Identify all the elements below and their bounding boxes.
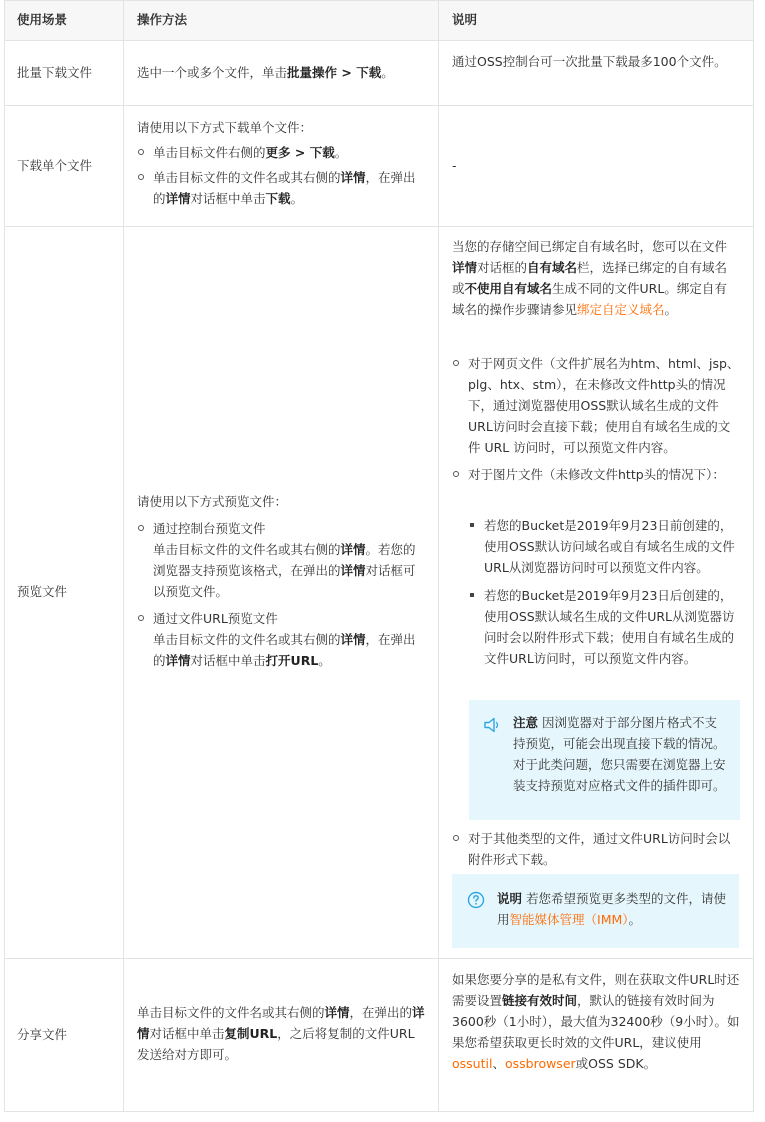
table-header-background (4, 0, 754, 40)
row3-scenario: 预览文件 (17, 584, 68, 599)
row1-method: 选中一个或多个文件，单击批量操作 > 下载。 (137, 65, 394, 80)
header-scenario: 使用场景 (17, 12, 68, 27)
list-item (137, 518, 427, 602)
list-item-body: 单击目标文件的文件名或其右侧的详情。若您的浏览器支持预览该格式，在弹出的详情对话框可以预览文件。 (153, 542, 416, 599)
list-item-title: 通过控制台预览文件 (153, 521, 266, 536)
explain-text: 说明 若您希望预览更多类型的文件，请使用智能媒体管理（IMM）。 (497, 891, 727, 927)
list-item: 对于网页文件（文件扩展名为htm、html、jsp、plg、htx、stm），在未修改文件http头的情况下，通过浏览器使用OSS默认域名生成的文件URL访问时会直接下载；使用自有域名生成的文件 URL 访问时，可以预览文件内容。 (452, 353, 742, 458)
imm-link[interactable]: 智能媒体管理（IMM） (509, 912, 629, 927)
row3-sub-bullets (468, 515, 740, 669)
row3-note-intro: 当您的存储空间已绑定自有域名时，您可以在文件详情对话框的自有域名栏，选择已绑定的自有域名或不使用自有域名生成不同的文件URL。绑定自有域名的操作步骤请参见绑定自定义域名。 (452, 239, 728, 317)
row-divider-1 (4, 105, 754, 106)
header-method: 操作方法 (137, 12, 188, 27)
row2-note: - (452, 158, 457, 173)
list-item: 对于图片文件（未修改文件http头的情况下）： (452, 464, 742, 485)
list-item (137, 608, 427, 671)
row3-note-bullets (452, 353, 742, 485)
list-item-body: 单击目标文件的文件名或其右侧的详情，在弹出的详情对话框中单击打开URL。 (153, 632, 416, 668)
table-border-right (753, 0, 754, 1112)
row2-method (137, 117, 427, 209)
list-item: 若您的Bucket是2019年9月23日后创建的，使用OSS默认域名生成的文件URL从浏览器访问时会以附件形式下载；使用自有域名生成的文件URL访问时，可以预览文件内容。 (468, 585, 740, 669)
list-item: 单击目标文件右侧的更多 > 下载。 (137, 142, 427, 163)
attention-text: 注意 因浏览器对于部分图片格式不支持预览，可能会出现直接下载的情况。对于此类问题，您只需要在浏览器上安装支持预览对应格式文件的插件即可。 (513, 715, 726, 793)
table-border-bottom (4, 1111, 754, 1112)
list-item: 若您的Bucket是2019年9月23日前创建的，使用OSS默认访问域名或自有域名生成的文件URL从浏览器访问时可以预览文件内容。 (468, 515, 740, 578)
ossbrowser-link[interactable]: ossbrowser (504, 1056, 576, 1071)
row3-note-bullet3 (452, 828, 742, 870)
row1-scenario: 批量下载文件 (17, 65, 93, 80)
column-divider-2 (438, 0, 439, 1112)
table-border-top (4, 0, 754, 1)
row2-method-intro: 请使用以下方式下载单个文件： (137, 120, 313, 135)
row-divider-2 (4, 226, 754, 227)
row3-method-intro: 请使用以下方式预览文件： (137, 494, 288, 509)
list-item: 对于其他类型的文件，通过文件URL访问时会以附件形式下载。 (452, 828, 742, 870)
ossutil-link[interactable]: ossutil (452, 1056, 493, 1071)
column-divider-1 (123, 0, 124, 1112)
list-item: 单击目标文件的文件名或其右侧的详情，在弹出的详情对话框中单击下载。 (137, 167, 427, 209)
row3-method (137, 491, 427, 671)
row-divider-header (4, 40, 754, 41)
row4-note: 如果您要分享的是私有文件，则在获取文件URL时还需要设置链接有效时间，默认的链接有效时间为3600秒（1小时），最大值为32400秒（9小时）。如果您希望获取更长时效的文件URL，建议使用ossutil、ossbrowser或OSS SDK。 (452, 972, 740, 1071)
explain-label: 说明 (497, 891, 523, 906)
speaker-icon (483, 716, 501, 734)
table-border-left (4, 0, 5, 1112)
bind-domain-link[interactable]: 绑定自定义域名 (577, 302, 665, 317)
row-divider-3 (4, 958, 754, 959)
row2-scenario: 下载单个文件 (17, 158, 93, 173)
question-circle-icon (467, 891, 485, 909)
row4-method: 单击目标文件的文件名或其右侧的详情，在弹出的详情对话框中单击复制URL，之后将复制的文件URL发送给对方即可。 (137, 1005, 425, 1062)
row1-note: 通过OSS控制台可一次批量下载最多100个文件。 (452, 54, 727, 69)
list-item-title: 通过文件URL预览文件 (153, 611, 278, 626)
attention-label: 注意 (513, 715, 539, 730)
row4-scenario: 分享文件 (17, 1027, 68, 1042)
header-note: 说明 (452, 12, 478, 27)
